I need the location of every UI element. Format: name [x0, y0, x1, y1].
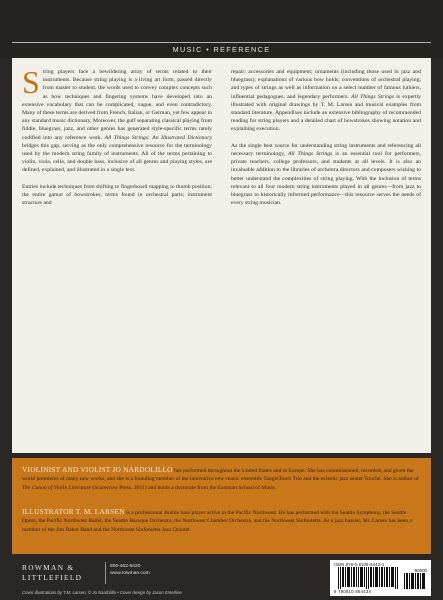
- ean-number: 9 780810 884434: [334, 589, 372, 594]
- description-paragraph-1: [22, 64, 212, 175]
- publisher-contact: [110, 564, 150, 577]
- text-run: is expertly illustrated with original drawings by T. M. Larsen and musical examples from standard literature. Appendixes include an extensive bibliography of recommended reading for string players and a detailed chart of bowstrokes showing notation and explaining execution.: [231, 93, 422, 133]
- barcode: [330, 560, 431, 596]
- book-title: All Things Strings: [288, 151, 333, 158]
- book-title: All Things Strings: An Illustrated Dictionary: [104, 134, 212, 141]
- description-paragraph-2: Entries include techniques from shifting to fingerboard mapping to thumb position; the entire gamut of bowstrokes; terms found in orchestral parts; instrument structure and: [22, 183, 212, 207]
- description-panel: [12, 58, 431, 453]
- isbn-label: ISBN 978-0-8108-8443-4: [334, 562, 385, 567]
- illustrator-bio: [22, 508, 421, 534]
- dropcap: S: [22, 64, 40, 100]
- description-right-column: [231, 68, 421, 216]
- illustrator-bio-lead: ILLUSTRATOR T. M. LARSEN: [22, 507, 125, 516]
- text-run: (Scarecrow Press, 2011) and holds a doctorate from the Eastman School of Music.: [91, 484, 277, 491]
- price-barcode-bars: [404, 573, 426, 589]
- ean-barcode-bars: [338, 567, 398, 589]
- author-bio: [22, 466, 421, 492]
- text-run: repair; accessories and equipment; ornaments (including those used in jazz and bluegrass); explanations of various bow holds; conventions of orchestral playing; and types of strings as well as information on a select number of famous luthiers, influential pedagogues, and legendary performers.: [231, 69, 421, 100]
- publisher-phone: 800-462-6420: [110, 564, 141, 569]
- publisher-logo: [22, 563, 82, 582]
- text-run: is an essential tool for performers, private teachers, college professors, and students at all levels. It is also an invaluable addition to the libraries of orchestra directors and composers wishing to better understand the complexities of string playing. With the inclusion of terms relevant to all four modern string instruments played in all genres—from jazz to bluegrass to historically informed performance—this resource serves the needs of every string musician.: [231, 151, 421, 207]
- publisher-name-line-1: ROWMAN &: [22, 563, 75, 572]
- description-left-column: [22, 64, 212, 216]
- text-run: As the single best source for understanding string instruments and referencing all necessary terminology,: [231, 142, 421, 158]
- text-run: has performed throughout the United States and in Europe. She has commissioned, recorded, and given the world premieres of many new works, and she is a founding member of the innovative new-music ensemble TangleTown Trio and the eclectic jazz sextet Touché. She is author of: [22, 468, 419, 483]
- footer-divider: [105, 562, 106, 584]
- bios-panel: [12, 458, 431, 554]
- price-code: 90000: [414, 568, 427, 573]
- publisher-website: www.rowman.com: [110, 570, 150, 576]
- cover-credits: Cover illustrations by T.M. Larsen, © Jo Nardolillo • Cover design by Jason Enterline: [22, 590, 182, 595]
- text-run: tring players face a bewildering array of terms related to their instruments. Because string playing is a living art form, passed directly from master to student, the words used to convey complex concepts such as bow techniques and fingering systems have developed into an extensive vocabulary that can be complicated, vague, and even contradictory. Many of these terms are derived from French, Italian, or German, yet few appear in any standard music dictionary. Moreover, the gulf separating classical playing from fiddle, bluegrass, jazz, and other genres has generated style-specific terms rarely codified into any reference work.: [22, 69, 212, 141]
- top-band: [0, 0, 443, 58]
- genre-label: MUSIC • REFERENCE: [172, 45, 271, 54]
- genre-bar: [12, 42, 431, 55]
- text-run: is a professional double bass player active in the Pacific Northwest. He has performed with the Seattle Symphony, the Seattle Opera, the Pacific Northwest Ballet, the Seattle Baroque Orchestra, the Northwest Chamber Orchestra, and the Northwest Sinfonietta. As a jazz bassist, Mr. Larsen has been a member of the Jim Baker Band and the Northwest Sinfonietta Jazz Quintet.: [22, 510, 412, 533]
- publisher-name-line-2: LITTLEFIELD: [22, 572, 83, 582]
- description-paragraph-4: [231, 142, 421, 208]
- text-run: bridges this gap, serving as the only comprehensive resource for the terminology used by the modern string family of instruments. All of the terms pertaining to violin, viola, cello, and double bass, inclusive of all genres and playing styles, are defined, explained, and illustrated in a single text.: [22, 142, 212, 174]
- author-bio-lead: VIOLINIST AND VIOLIST JO NARDOLILLO: [22, 465, 173, 474]
- description-paragraph-3: [231, 68, 421, 134]
- book-title: All Things Strings: [351, 93, 394, 100]
- book-title: The Canon of Violin Literature: [22, 484, 91, 491]
